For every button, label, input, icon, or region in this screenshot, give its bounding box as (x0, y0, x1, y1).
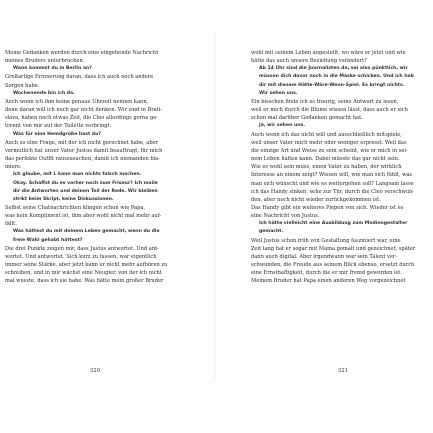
right-page (251, 49, 427, 369)
text-line: Was hättest du mit deinem Leben gemacht, wenn du die (13, 229, 160, 235)
text-line: miere. (5, 164, 22, 171)
text-line: ich das Handy sinken, sehe zur Tür, durch die Cleo verschwun- (251, 188, 415, 195)
text-line: man sich wünscht und wie es weitergehen soll? Langsam lasse (251, 180, 414, 187)
text-line: Ich glaube, mit L kann man nichts falsch machen. (13, 172, 142, 178)
text-line: strikt beim Skript, keine Diskussionen. (13, 196, 114, 202)
paragraph (5, 139, 181, 172)
chat-message (5, 131, 181, 139)
paragraph (251, 131, 427, 204)
text-line: schwunden, die Freude aus seinem Blick ebenso, ersetzt durch (251, 262, 415, 269)
chat-message (251, 220, 427, 236)
text-line: Auch so eine Frage, mit der ich nicht gerechnet habe, aber (5, 139, 159, 146)
chat-message (5, 171, 181, 204)
text-line: meines Bruders unterbrochen. (5, 58, 85, 65)
chat-message (5, 65, 181, 73)
text-line: dann auch digital. Aber irgendwann war sein Talent ver- (251, 253, 398, 260)
paragraph (5, 49, 181, 65)
paragraph (5, 73, 181, 89)
text-line: Großartige Erinnerung daran, dass ich auch noch andere (5, 74, 154, 81)
text-line: dir die Antworten und deinen Teil der Rede. Wir bleiben (13, 188, 158, 194)
text-line: Meine Gedanken werden durch eine eingehende Nachricht (5, 50, 159, 56)
text-line: wortet. Und antwortet. Sich kurz zu fassen, war eigentlich (5, 253, 157, 260)
chat-message (251, 122, 427, 130)
text-line: Wochenende bin ich da. (13, 90, 75, 96)
text-line: vermutlich hat unser Vater Justus damit beauftragt, für mich (5, 147, 163, 154)
text-line: müssen dich davor noch in die Maske schicken. Und ich hab (259, 74, 414, 80)
text-line: eine Nachricht von Justus. (251, 213, 320, 220)
text-line: freie Wahl gehabt hättest? (13, 237, 83, 243)
text-line: immer seine Stärke, aber jetzt kann er nicht mehr aufhören zu (5, 262, 168, 269)
text-line: hätte das auch unsere Beziehung verändert? (251, 58, 367, 65)
paragraph (251, 49, 427, 65)
text-line: schreiben, und in mir wächst eine Neugier, von der ich nicht (5, 270, 162, 277)
text-line: Meinem Bruder hat Papa einen anderen Weg vorgezeichnet (251, 278, 406, 285)
text-line: dir mit diesem Hätte-Wäre-Wenn-Spiel. Es bringt nichts. (259, 82, 405, 88)
text-line: Wir sehen uns. (259, 90, 298, 96)
text-line: Wie es wohl sein muss, einen Vater zu haben, der wirklich (251, 164, 402, 171)
text-line: das perfekte Outfit rauszusuchen, damit ich niemanden bla- (5, 156, 161, 163)
text-line: Wann kommst du in Berlin an? (13, 66, 92, 72)
paragraph (5, 98, 181, 131)
chat-message (5, 90, 181, 98)
text-line: denn daran will ich noch gar nicht denken. Wir sind in Brati- (5, 107, 163, 114)
text-line: Auch wenn ich ihm keine genaue Uhrzeit nennen kann, (5, 98, 149, 105)
text-line: Was für eine Hemdgröße hast du? (13, 131, 102, 137)
text-line: die einzige Art und Weise zu sein scheint, wie er mich in sei- (251, 147, 408, 154)
text-line: den, aber noch nicht wieder zurückgekommen ist. (251, 196, 381, 203)
text-line: Ein bisschen finde ich es traurig, seine Antwort zu lesen, (251, 98, 399, 105)
paragraph (5, 245, 181, 286)
paragraph (5, 204, 181, 228)
text-line: Interesse an einem zeigt? Wissen will, wie man sich fühlt, was (251, 172, 413, 179)
paragraph (251, 98, 427, 122)
page-number-right: 321 (338, 368, 348, 374)
text-line: Ab 14 Uhr sind die Journalisten da, sei also pünktlich, wir (259, 66, 408, 72)
text-line: Die drei Punkte zeigen mir, dass Justus antwortet. Und ant- (5, 245, 159, 252)
paragraph (251, 204, 427, 220)
text-line: eine Ernsthaftigkeit, durch die er mir fremd geworden ist. (251, 270, 402, 277)
paragraph (251, 237, 427, 286)
text-line: schon mal darüber Gedanken gemacht hat. (251, 115, 363, 122)
book-gutter (214, 30, 215, 380)
text-line: wohl mit seinem Leben angestellt, wo wäre er jetzt und wie (251, 50, 406, 56)
text-line: Weil Justus schon früh von Gestaltung fasziniert war, eine (251, 237, 401, 244)
text-line: Auch wenn ich das nicht will und ausschließlich mitspiele, (251, 131, 402, 138)
text-line: Selbst seine Chatnachrichten klingen schon wie Papa, (5, 204, 146, 211)
text-line: weil er mich durch die Blume wissen lässt, dass auch er sich (251, 107, 408, 114)
text-line: slava, haben noch etwas Zeit, die Cleo allerdings gerne ge- (5, 115, 158, 122)
text-line: nem Leben halten kann. Dabei müsste das gar nicht sein. (251, 156, 400, 163)
text-line: trennt von mir auf der Toilette verbringt. (5, 123, 112, 130)
chat-message (5, 228, 181, 244)
text-line: Zeit lang hat er sogar mit Mama gemalt und gezeichnet, später (251, 245, 416, 252)
text-line: Das Handy gibt ein weiteres Piepen von sich. Wieder ist es (251, 204, 404, 211)
text-line: Sorgen habe. (5, 82, 40, 89)
page-number-left: 320 (90, 368, 100, 374)
text-line: was kein Kompliment ist, ihm aber wohl nicht mal mehr auf- (5, 213, 162, 220)
text-line: mal wusste, dass ich sie habe. Was hätte mein großer Bruder (5, 278, 164, 285)
text-line: weil unser Vater mich mehr oder weniger erpresst. Weil das (251, 139, 407, 146)
text-line: Ich hätte vielleicht eine Ausbildung zum Mediengestalter (259, 221, 408, 227)
left-page (5, 49, 181, 369)
text-line: Okay. Schaffst du es vorher noch zum Friseur? Ich maile (13, 180, 158, 186)
text-line: Ja, wir sehen uns. (259, 123, 305, 129)
text-line: gemacht. (259, 229, 284, 235)
text-line: fällt. (5, 221, 17, 228)
chat-message (251, 65, 427, 98)
